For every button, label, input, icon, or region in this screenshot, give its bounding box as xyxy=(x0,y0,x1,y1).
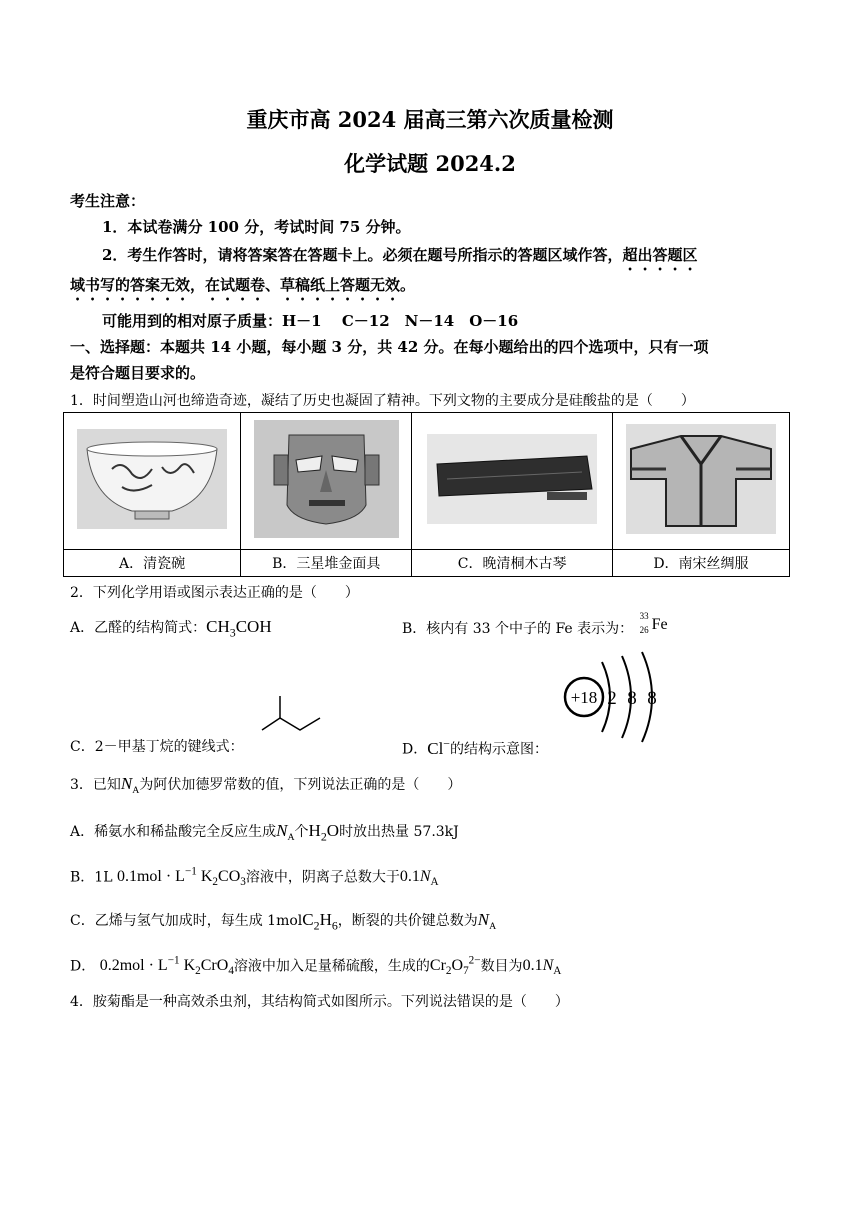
q1-options-table xyxy=(63,412,790,577)
q3-stem: 3．已知$N_A$为阿伏加德罗常数的值，下列说法正确的是（ ） xyxy=(70,774,462,796)
notice-item-2-line2: 域书写的答案无效，在试题卷、草稿纸上答题无效。 xyxy=(70,276,416,294)
gold-mask-photo xyxy=(254,420,399,538)
q2-option-d: D．Cl−的结构示意图： xyxy=(402,736,549,758)
guqin-photo xyxy=(427,434,597,524)
page-title: 重庆市高 2024 届高三第六次质量检测 xyxy=(246,107,614,132)
emphasis-text: 超出答题区 xyxy=(622,246,698,264)
q3-option-a: A．稀氨水和稀盐酸完全反应生成$N_A$个$H_2O$时放出热量 57.3kJ xyxy=(70,821,459,844)
atomic-masses: 可能用到的相对原子质量：H－1 C－12 N－14 O－16 xyxy=(102,312,519,330)
nucleus-charge: +18 xyxy=(570,688,598,707)
q2-option-c: C．2－甲基丁烷的键线式： xyxy=(70,739,244,755)
page-subtitle: 化学试题 2024.2 xyxy=(344,151,516,176)
q2-option-a: A．乙醛的结构简式：$CH_3COH$ xyxy=(70,617,272,640)
q1-option-a-image xyxy=(64,413,241,550)
iron-nuclide-symbol: 33 26 Fe xyxy=(639,611,668,635)
q3-option-d: D． $0.2mol \cdot L^{-1}$ $K_2CrO_4$溶液中加入足量稀硫酸，生成的$Cr_2O_7^{2-}$数目为$0.1N_A$ xyxy=(70,955,562,978)
chloride-atomic-structure-diagram xyxy=(558,650,668,745)
shell-1-electrons: 2 xyxy=(607,688,617,709)
notice-item-1: 1．本试卷满分 100 分，考试时间 75 分钟。 xyxy=(102,218,411,236)
q1-option-b-image xyxy=(241,413,412,550)
q4-stem: 4．胺菊酯是一种高效杀虫剂，其结构简式如图所示。下列说法错误的是（ ） xyxy=(70,994,569,1010)
q3-option-c: C．乙烯与氢气加成时，每生成 $1molC_2H_6$，断裂的共价键总数为$N_A$ xyxy=(70,910,497,933)
q2-stem: 2．下列化学用语或图示表达正确的是（ ） xyxy=(70,585,359,601)
shell-2-electrons: 8 xyxy=(627,688,637,709)
q1-option-d: D．南宋丝绸服 xyxy=(612,550,789,577)
acetaldehyde-formula: $CH_3COH$ xyxy=(206,617,272,640)
silk-garment-photo xyxy=(626,424,776,534)
section-heading-line1: 一、选择题：本题共 14 小题，每小题 3 分，共 42 分。在每小题给出的四个选项中，只有一项 xyxy=(70,338,709,356)
q1-option-c: C．晚清桐木古琴 xyxy=(412,550,613,577)
q2-option-b: B．核内有 33 个中子的 Fe 表示为： 33 26 Fe xyxy=(402,617,684,638)
chloride-ion-symbol: Cl− xyxy=(427,736,451,758)
2-methylbutane-skeletal-formula xyxy=(258,692,328,742)
porcelain-bowl-photo xyxy=(77,429,227,529)
notice-heading: 考生注意： xyxy=(70,192,146,210)
q3-option-b: B．1L $0.1mol \cdot L^{-1}$ $K_2CO_3$溶液中，阴离子总数大于$0.1N_A$ xyxy=(70,866,439,889)
q1-option-d-image xyxy=(612,413,789,550)
q1-option-a: A．清瓷碗 xyxy=(64,550,241,577)
q1-option-c-image xyxy=(412,413,613,550)
q1-stem: 1．时间塑造山河也缔造奇迹，凝结了历史也凝固了精神。下列文物的主要成分是硅酸盐的是（ ） xyxy=(70,393,695,409)
section-heading-line2: 是符合题目要求的。 xyxy=(70,364,206,382)
q1-option-b: B．三星堆金面具 xyxy=(241,550,412,577)
notice-item-2-line1: 2．考生作答时，请将答案答在答题卡上。必须在题号所指示的答题区域作答，超出答题区 xyxy=(102,246,698,264)
shell-3-electrons: 8 xyxy=(647,688,657,709)
